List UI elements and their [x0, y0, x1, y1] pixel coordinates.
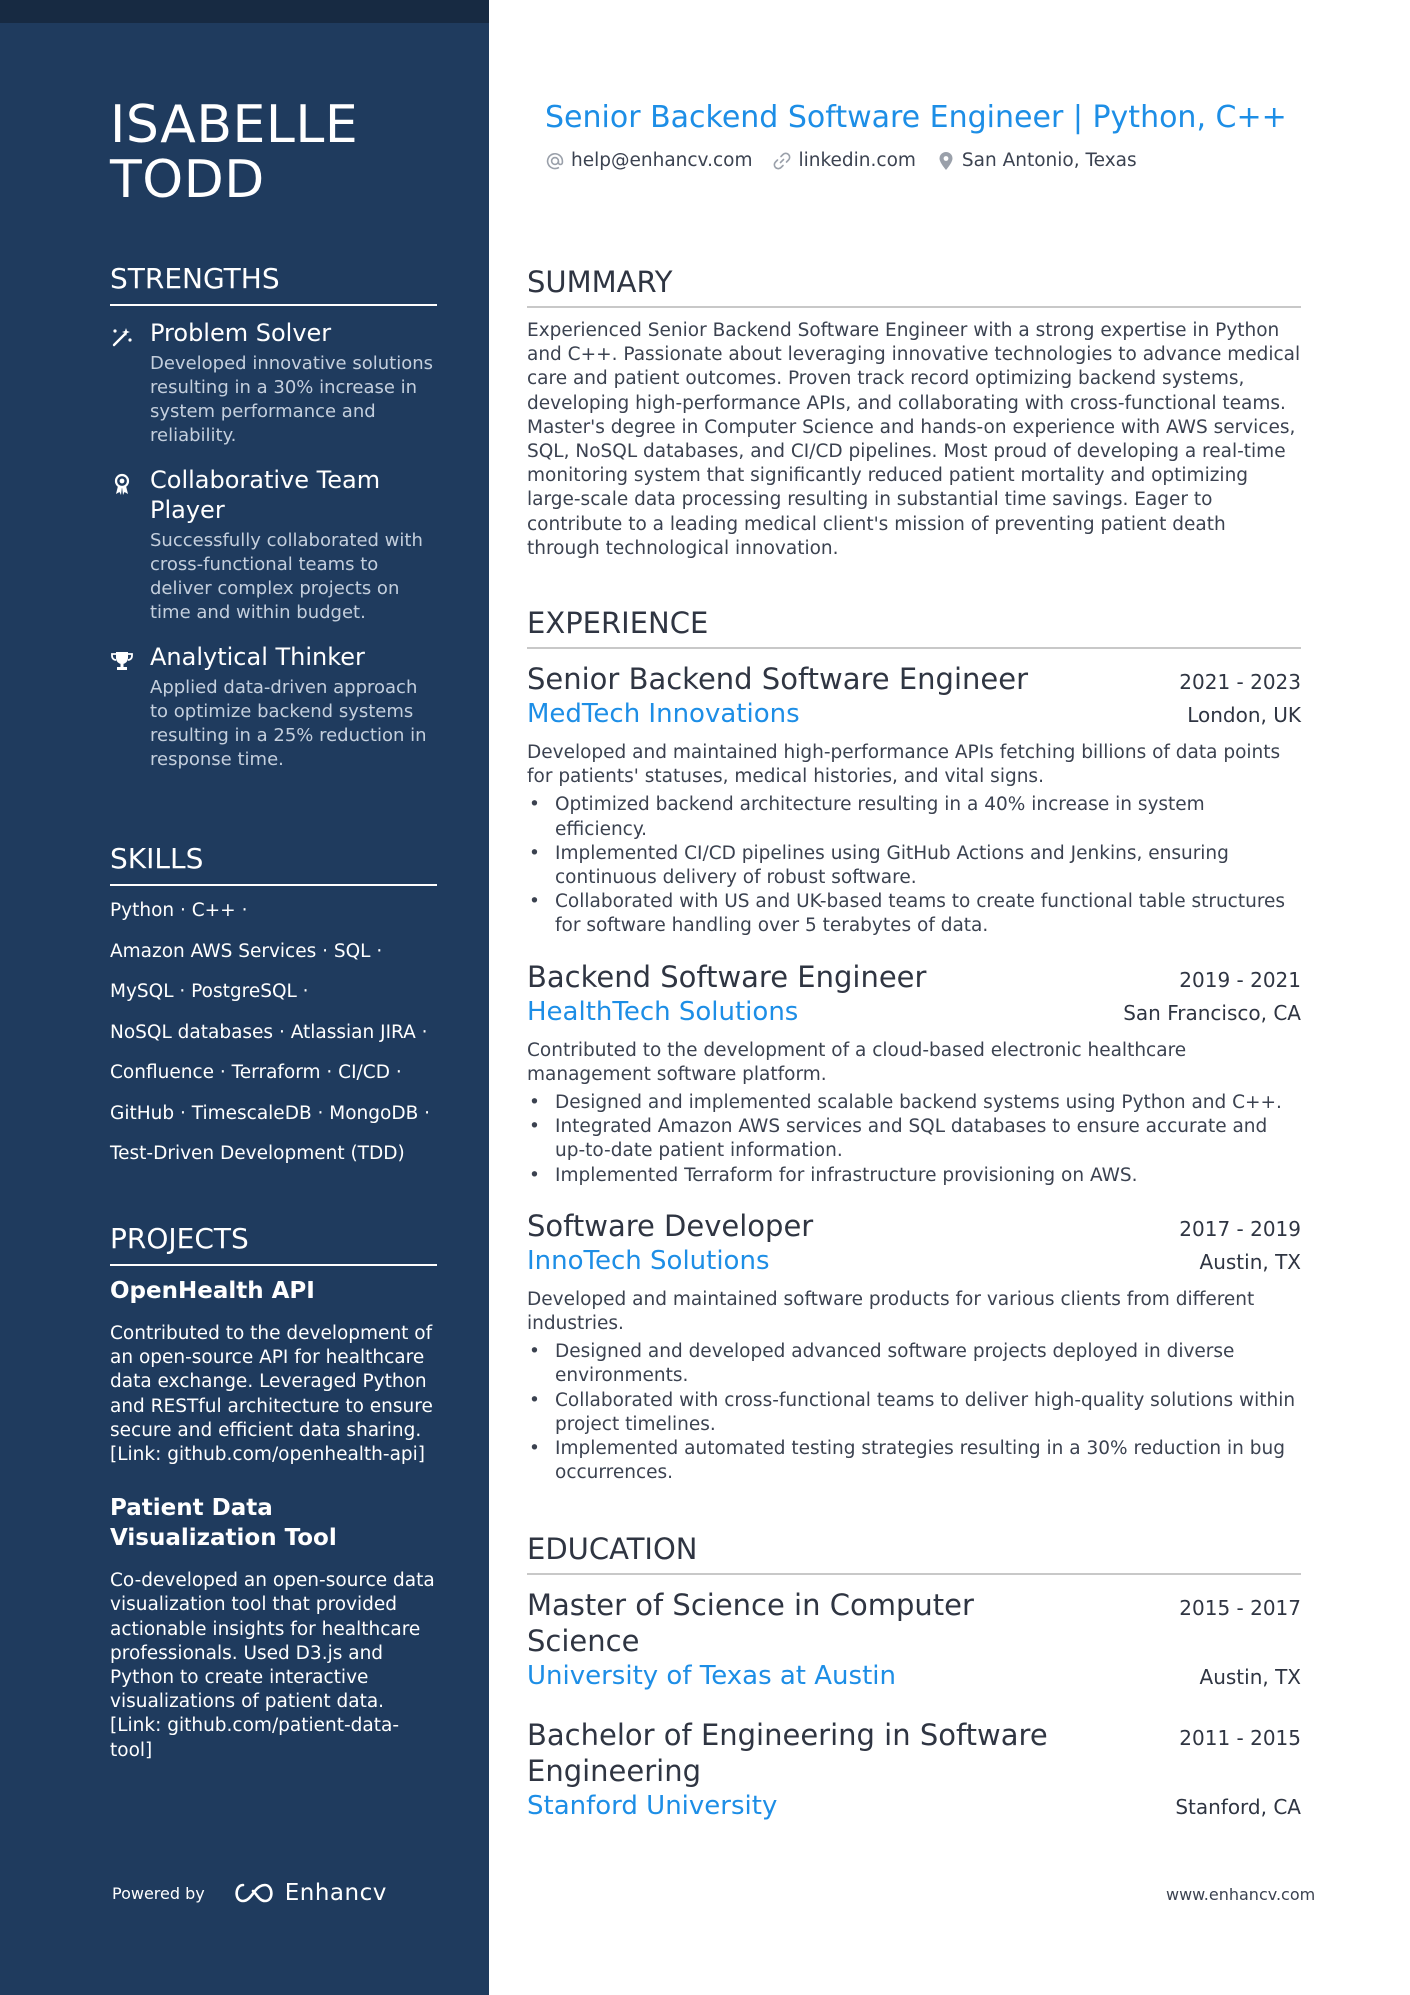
powered-by-label: Powered by: [112, 1883, 205, 1903]
experience-section: [527, 605, 1301, 1485]
job-location: London, UK: [1187, 703, 1301, 727]
strength-desc: Applied data-driven approach to optimize backend systems resulting in a 25% reduction in response time.: [150, 677, 427, 770]
education-location: Stanford, CA: [1175, 1795, 1301, 1819]
job-dates: 2017 - 2019: [1179, 1216, 1301, 1241]
strengths-section: [110, 262, 437, 772]
strength-desc: Developed innovative solutions resulting in a 30% increase in system performance and reliability.: [150, 353, 433, 446]
education-school: Stanford University: [527, 1791, 778, 1821]
job-location: Austin, TX: [1199, 1249, 1301, 1274]
job-company: MedTech Innovations: [527, 699, 800, 729]
projects-section: [110, 1222, 437, 1763]
job-entry: [527, 1208, 1301, 1486]
magic-wand-icon: [110, 325, 134, 349]
location-pin-icon: [936, 151, 956, 171]
project-title: Patient Data Visualization Tool: [110, 1495, 337, 1552]
job-company: HealthTech Solutions: [527, 996, 799, 1027]
job-bullet: • Designed and implemented scalable backend systems using Python and C++.: [527, 1091, 1301, 1115]
sidebar: [0, 0, 489, 1995]
enhancv-logo[interactable]: [231, 1880, 387, 1906]
project-item: [110, 1276, 437, 1467]
project-desc: Co-developed an open-source data visualization tool that provided actionable insights for healthcare professionals. Used D3.js and Python to create interactive visualizations of patient data. [Link: github.com/patient-data-tool]: [110, 1570, 435, 1761]
project-item: [110, 1493, 437, 1763]
name-first: ISABELLE: [110, 95, 359, 155]
skill-line: Python · C++ ·: [110, 900, 248, 921]
skill-line: Test-Driven Development (TDD): [110, 1143, 405, 1164]
contact-email-text: help@enhancv.com: [571, 150, 753, 171]
strength-title: Collaborative Team Player: [150, 466, 381, 524]
skill-line: MySQL · PostgreSQL ·: [110, 981, 309, 1002]
job-title: Software Developer: [527, 1208, 814, 1243]
skill-line: Amazon AWS Services · SQL ·: [110, 940, 383, 962]
job-bullet: • Collaborated with US and UK-based teams to create functional table structures for software handling over 5 terabytes of data.: [527, 890, 1301, 938]
contact-email[interactable]: [545, 150, 752, 171]
job-bullet: • Integrated Amazon AWS services and SQL databases to ensure accurate and up-to-date patient information.: [527, 1115, 1301, 1163]
project-title: OpenHealth API: [110, 1278, 315, 1304]
education-degree: Master of Science in Computer Science: [527, 1588, 974, 1658]
education-section: [527, 1531, 1301, 1823]
job-location: San Francisco, CA: [1123, 1000, 1301, 1025]
skill-line: GitHub · TimescaleDB · MongoDB ·: [110, 1102, 431, 1124]
skill-line: Confluence · Terraform · CI/CD ·: [110, 1062, 402, 1083]
job-bullets: [527, 1091, 1301, 1188]
education-entry: [527, 1587, 1301, 1693]
job-entry: [527, 661, 1301, 939]
projects-heading: PROJECTS: [110, 1222, 437, 1266]
strength-title: Analytical Thinker: [150, 643, 365, 671]
project-desc: Contributed to the development of an open-source API for healthcare data exchange. Leveraged Python and RESTful architecture to ensure secure and efficient data sharing. [Link: github.com/openhealth-api]: [110, 1323, 433, 1466]
job-bullet: • Implemented automated testing strategies resulting in a 30% reduction in bug occurrences.: [527, 1437, 1301, 1485]
education-heading: EDUCATION: [527, 1531, 1301, 1575]
strength-item: [110, 318, 437, 448]
experience-heading: EXPERIENCE: [527, 605, 1301, 649]
job-description: Developed and maintained high-performance APIs fetching billions of data points for patients' statuses, medical histories, and vital signs.: [527, 742, 1281, 788]
summary-heading: SUMMARY: [527, 264, 1301, 308]
enhancv-brand: Enhancv: [284, 1880, 387, 1906]
skills-list: [110, 899, 437, 1183]
education-dates: 2011 - 2015: [1179, 1726, 1301, 1750]
education-school: University of Texas at Austin: [527, 1661, 896, 1691]
job-bullets: [527, 793, 1301, 938]
name-last: TODD: [110, 150, 265, 210]
at-icon: [545, 151, 565, 171]
job-bullets: [527, 1340, 1301, 1485]
enhancv-logo-icon: [231, 1881, 277, 1905]
strength-item: [110, 642, 437, 772]
strength-item: [110, 465, 437, 625]
education-location: Austin, TX: [1199, 1665, 1301, 1689]
contact-location-text: San Antonio, Texas: [961, 150, 1137, 171]
strengths-heading: STRENGTHS: [110, 262, 437, 306]
candidate-name: [110, 95, 450, 210]
skill-line: NoSQL databases · Atlassian JIRA ·: [110, 1021, 428, 1043]
award-ribbon-icon: [110, 472, 134, 496]
education-degree: Bachelor of Engineering in Software Engineering: [527, 1718, 1048, 1788]
job-entry: [527, 959, 1301, 1188]
job-description: Contributed to the development of a cloud-based electronic healthcare management software platform.: [527, 1039, 1187, 1085]
job-title: Senior Backend Software Engineer: [527, 662, 1029, 696]
trophy-icon: [110, 649, 134, 673]
job-company: InnoTech Solutions: [527, 1245, 770, 1276]
sidebar-top-bar: [0, 0, 489, 23]
job-dates: 2021 - 2023: [1179, 670, 1301, 694]
skills-section: [110, 842, 437, 1183]
strength-desc: Successfully collaborated with cross-functional teams to deliver complex projects on time and within budget.: [150, 530, 423, 623]
headline: Senior Backend Software Engineer | Python, C++: [545, 100, 1287, 135]
footer-url[interactable]: www.enhancv.com: [1166, 1885, 1316, 1904]
contact-row: [545, 150, 1157, 171]
job-bullet: • Collaborated with cross-functional teams to deliver high-quality solutions within project timelines.: [527, 1389, 1301, 1437]
summary-text: Experienced Senior Backend Software Engineer with a strong expertise in Python and C++. Passionate about leveraging innovative technologies to advance medical care and patient outcomes. Proven track record optimizing backend systems, developing high-performance APIs, and collaborating with cross-functional teams. Master's degree in Computer Science and hands-on experience with AWS services, SQL, NoSQL databases, and CI/CD pipelines. Most proud of developing a real-time monitoring system that significantly reduced patient mortality and optimizing large-scale data processing resulting in substantial time savings. Eager to contribute to a leading medical client's mission of preventing patient death through technological innovation.: [527, 320, 1301, 559]
contact-linkedin[interactable]: [772, 150, 915, 171]
contact-location: [936, 150, 1137, 171]
job-bullet: • Implemented Terraform for infrastructure provisioning on AWS.: [527, 1164, 1301, 1188]
job-bullet: • Designed and developed advanced software projects deployed in diverse environments.: [527, 1340, 1301, 1388]
education-entry: [527, 1717, 1301, 1823]
summary-section: [527, 264, 1301, 561]
skills-heading: SKILLS: [110, 842, 437, 886]
job-dates: 2019 - 2021: [1179, 967, 1301, 992]
contact-linkedin-text: linkedin.com: [798, 150, 916, 171]
strength-title: Problem Solver: [150, 319, 332, 347]
job-bullet: • Implemented CI/CD pipelines using GitHub Actions and Jenkins, ensuring continuous delivery of robust software.: [527, 842, 1301, 890]
powered-by: [112, 1880, 387, 1906]
job-title: Backend Software Engineer: [527, 959, 927, 994]
job-description: Developed and maintained software products for various clients from different industries.: [527, 1288, 1255, 1335]
link-icon: [772, 151, 792, 171]
education-dates: 2015 - 2017: [1179, 1596, 1301, 1620]
job-bullet: • Optimized backend architecture resulting in a 40% increase in system efficiency.: [527, 793, 1301, 841]
